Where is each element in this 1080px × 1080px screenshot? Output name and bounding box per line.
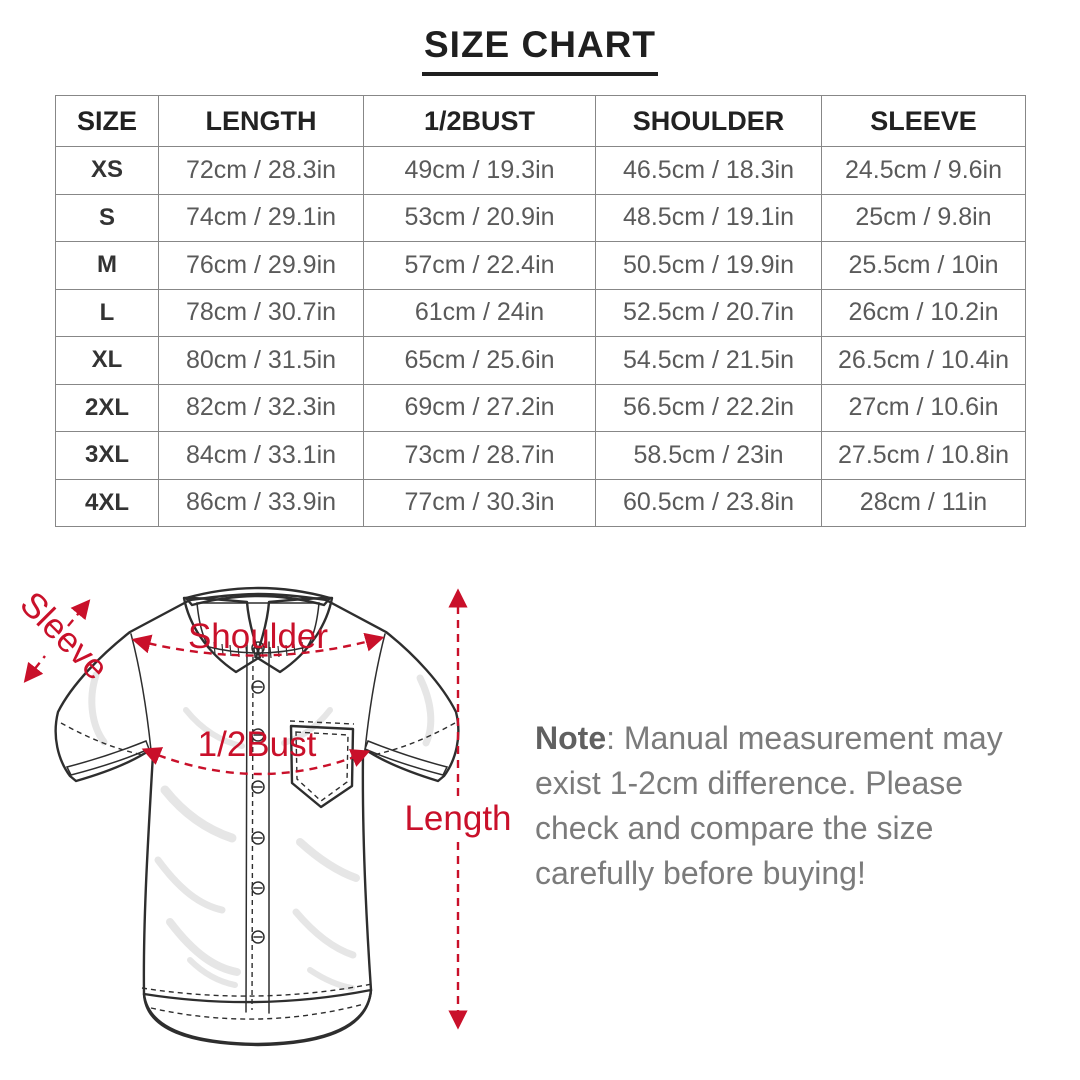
column-header: 1/2BUST	[364, 96, 596, 147]
measurement-cell: 27.5cm / 10.8in	[822, 432, 1026, 480]
shirt-illustration	[56, 588, 459, 1045]
page-header	[0, 24, 1080, 76]
size-cell: L	[56, 289, 159, 337]
measurement-cell: 53cm / 20.9in	[364, 194, 596, 242]
measurement-cell: 26cm / 10.2in	[822, 289, 1026, 337]
sleeve-label: Sleeve	[12, 584, 116, 688]
size-cell: M	[56, 242, 159, 290]
measurement-cell: 57cm / 22.4in	[364, 242, 596, 290]
measurement-cell: 74cm / 29.1in	[159, 194, 364, 242]
measurement-annotations	[13, 584, 512, 1026]
measurement-cell: 77cm / 30.3in	[364, 479, 596, 527]
table-row	[56, 194, 1026, 242]
sleeve-arrow-lower	[26, 656, 45, 680]
measurement-cell: 69cm / 27.2in	[364, 384, 596, 432]
length-label: Length	[404, 799, 512, 838]
note-label: Note	[535, 720, 607, 756]
measurement-cell: 65cm / 25.6in	[364, 337, 596, 385]
size-cell: 3XL	[56, 432, 159, 480]
measurement-cell: 28cm / 11in	[822, 479, 1026, 527]
size-cell: XS	[56, 147, 159, 195]
table-row	[56, 147, 1026, 195]
measurement-cell: 49cm / 19.3in	[364, 147, 596, 195]
note-line-2: exist 1-2cm difference. Please	[535, 765, 964, 801]
measurement-cell: 50.5cm / 19.9in	[596, 242, 822, 290]
measurement-cell: 61cm / 24in	[364, 289, 596, 337]
note-text	[535, 716, 1035, 896]
column-header: SLEEVE	[822, 96, 1026, 147]
column-header: LENGTH	[159, 96, 364, 147]
table-row	[56, 479, 1026, 527]
shirt-measurement-diagram	[0, 560, 540, 1080]
measurement-cell: 26.5cm / 10.4in	[822, 337, 1026, 385]
measurement-cell: 84cm / 33.1in	[159, 432, 364, 480]
note-line-1: Note: Manual measurement may	[535, 720, 1003, 756]
measurement-cell: 27cm / 10.6in	[822, 384, 1026, 432]
measurement-cell: 78cm / 30.7in	[159, 289, 364, 337]
size-cell: 2XL	[56, 384, 159, 432]
measurement-cell: 80cm / 31.5in	[159, 337, 364, 385]
column-header: SHOULDER	[596, 96, 822, 147]
wrinkle-shading	[92, 675, 431, 988]
measurement-cell: 60.5cm / 23.8in	[596, 479, 822, 527]
measurement-cell: 25cm / 9.8in	[822, 194, 1026, 242]
shoulder-label: Shoulder	[187, 617, 329, 656]
size-table-head	[56, 96, 1026, 147]
size-cell: S	[56, 194, 159, 242]
measurement-cell: 58.5cm / 23in	[596, 432, 822, 480]
half-bust-label: 1/2Bust	[197, 725, 317, 764]
buttons	[252, 642, 264, 943]
measurement-cell: 86cm / 33.9in	[159, 479, 364, 527]
page-title: SIZE CHART	[422, 24, 658, 76]
table-row	[56, 242, 1026, 290]
table-row	[56, 432, 1026, 480]
header-row	[56, 96, 1026, 147]
measurement-cell: 56.5cm / 22.2in	[596, 384, 822, 432]
measurement-cell: 73cm / 28.7in	[364, 432, 596, 480]
measurement-cell: 52.5cm / 20.7in	[596, 289, 822, 337]
measurement-cell: 76cm / 29.9in	[159, 242, 364, 290]
measurement-cell: 24.5cm / 9.6in	[822, 147, 1026, 195]
note-line-3: check and compare the size	[535, 810, 934, 846]
table-row	[56, 337, 1026, 385]
measurement-cell: 46.5cm / 18.3in	[596, 147, 822, 195]
size-table	[55, 95, 1026, 527]
measurement-cell: 72cm / 28.3in	[159, 147, 364, 195]
table-row	[56, 289, 1026, 337]
measurement-cell: 25.5cm / 10in	[822, 242, 1026, 290]
size-cell: 4XL	[56, 479, 159, 527]
column-header: SIZE	[56, 96, 159, 147]
size-table-body	[56, 147, 1026, 527]
size-cell: XL	[56, 337, 159, 385]
measurement-cell: 48.5cm / 19.1in	[596, 194, 822, 242]
measurement-cell: 54.5cm / 21.5in	[596, 337, 822, 385]
table-row	[56, 384, 1026, 432]
note-line-4: carefully before buying!	[535, 855, 866, 891]
measurement-cell: 82cm / 32.3in	[159, 384, 364, 432]
